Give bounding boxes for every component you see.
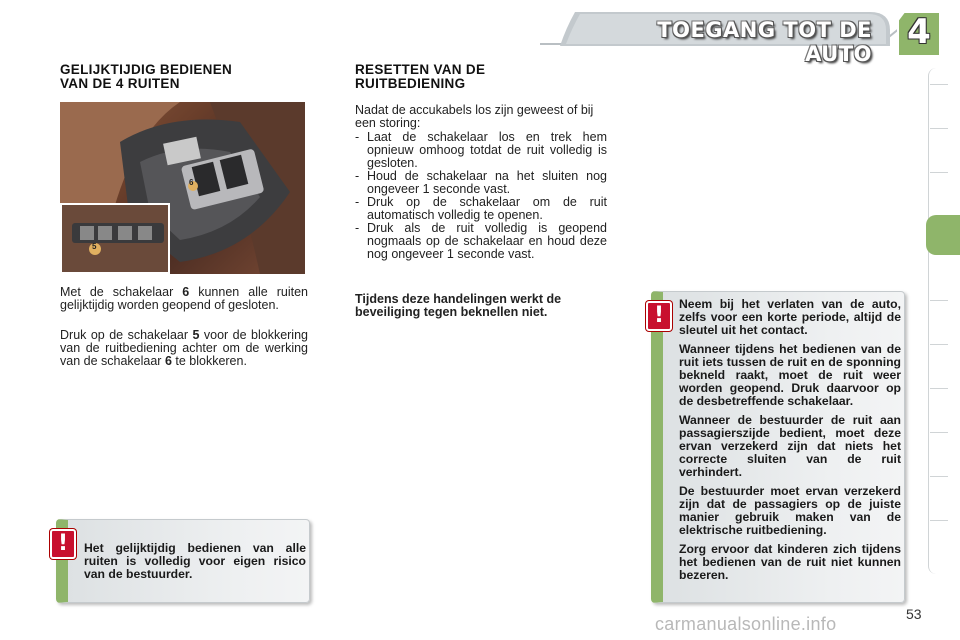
warning-paragraph: Zorg ervoor dat kinderen zich tijdens het bedienen van de ruit niet kunnen bezeren. (679, 542, 901, 582)
warning-paragraphs (679, 298, 901, 588)
anti-pinch-note: Tijdens deze handelingen werkt de beveiliging tegen beknellen niet. (355, 292, 562, 319)
tab-divider (930, 128, 948, 129)
tab-divider (930, 476, 948, 477)
section-heading-reset: RESETTEN VAN DE RUITBEDIENING (355, 62, 486, 91)
watermark: carmanualsonline.info (655, 614, 837, 634)
warning-paragraph: Wanneer de bestuurder de ruit aan passagierszijde bedient, moet deze ervan verzekerd zijn dat niets het correcte sluiten van de ruit verhindert. (679, 413, 901, 479)
warning-exclamation-icon: ! (646, 301, 672, 331)
warning-exclamation-icon: ! (50, 529, 76, 559)
list-item: - Laat de schakelaar los en trek hem opnieuw omhoog totdat de ruit volledig is gesloten. (355, 130, 607, 170)
chapter-title: TOEGANG TOT DE AUTO (657, 18, 872, 66)
photo-label-6: 6 (189, 178, 194, 187)
page-number: 53 (906, 606, 922, 622)
tab-divider (930, 520, 948, 521)
list-item: - Houd de schakelaar na het sluiten nog ongeveer 1 seconde vast. (355, 169, 607, 196)
paragraph-switch-6: Met de schakelaar 6 kunnen alle ruiten gelijktijdig worden geopend of gesloten. (60, 285, 308, 312)
reset-intro: Nadat de accukabels los zijn geweest of bij een storing: (355, 103, 594, 130)
warning-text: Het gelijktijdig bedienen van alle ruiten is volledig voor eigen risico van de bestuurder. (84, 541, 306, 581)
inset-photo-switch-5 (60, 203, 170, 274)
tab-active-chapter[interactable] (926, 215, 960, 255)
list-item: - Druk als de ruit volledig is geopend nogmaals op de schakelaar en houd deze nog ongeveer 1 seconde vast. (355, 221, 607, 261)
paragraph-switch-5: Druk op de schakelaar 5 voor de blokkering van de ruitbediening achter om de werking van de schakelaar 6 te blokkeren. (60, 328, 308, 368)
tab-divider (930, 432, 948, 433)
tab-divider (930, 172, 948, 173)
warning-box-safety (651, 291, 905, 603)
chapter-tab-index (928, 68, 952, 574)
warning-box-simultaneous (56, 519, 310, 603)
warning-paragraph: Neem bij het verlaten van de auto, zelfs voor een korte periode, altijd de sleutel uit het contact. (679, 297, 901, 337)
list-item: - Druk op de schakelaar om de ruit automatisch volledig te openen. (355, 195, 607, 222)
tab-divider (930, 344, 948, 345)
warning-paragraph: De bestuurder moet ervan verzekerd zijn dat de passagiers op de juiste manier gebruik maken van de elektrische ruitbediening. (679, 484, 901, 537)
section-heading-simultaneous: GELIJKTIJDIG BEDIENEN VAN DE 4 RUITEN (60, 62, 233, 91)
photo-label-5: 5 (92, 242, 97, 251)
tab-divider (930, 84, 948, 85)
tab-divider (930, 388, 948, 389)
tab-divider (930, 300, 948, 301)
reset-steps-list (355, 131, 607, 261)
warning-paragraph: Wanneer tijdens het bedienen van de ruit iets tussen de ruit en de sponning bekneld raakt, moet de ruit weer worden geopend. Druk daarvoor op de desbetreffende schakelaar. (679, 342, 901, 408)
chapter-number: 4 (907, 12, 931, 52)
